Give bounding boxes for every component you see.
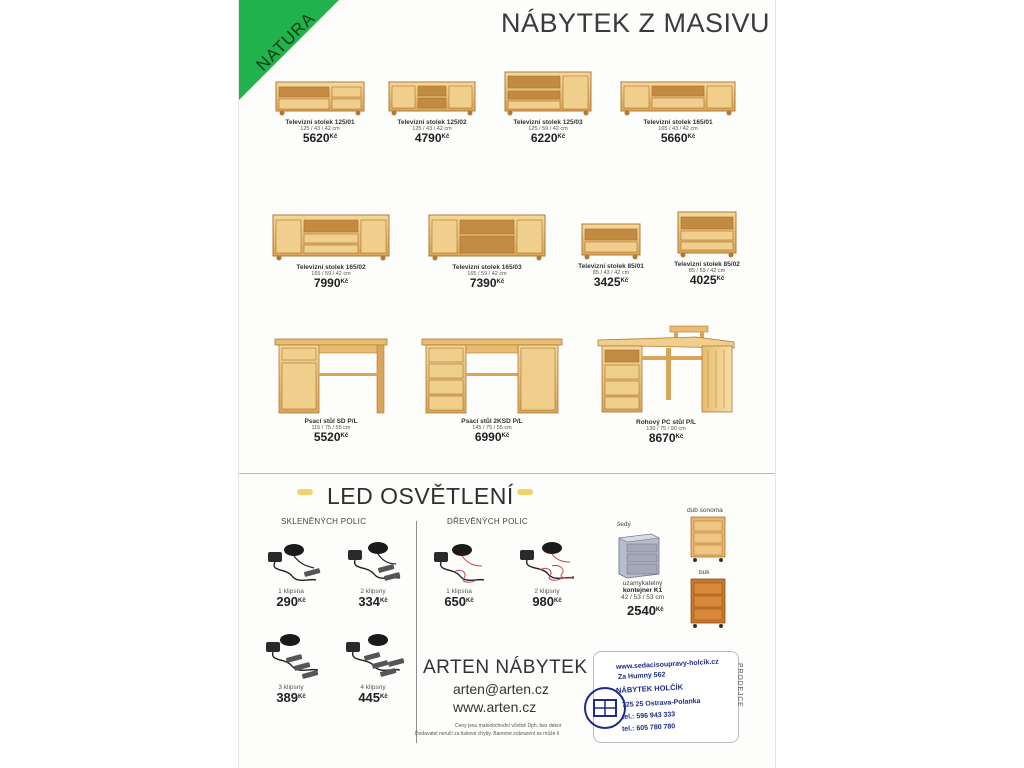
corner-pc-desk-image	[596, 324, 736, 416]
tv-stand-165-01-image	[619, 80, 737, 116]
container-price: $2540^{Kč}$	[627, 603, 664, 618]
container-name: uzamykatelný kontejner K1 42 / 53 / 53 cm	[621, 580, 664, 601]
led-set-wood-2	[505, 538, 589, 609]
product-price: $4025^{Kč}$	[689, 273, 725, 287]
led-bulb-icon	[297, 489, 313, 495]
product-name: Televizní stolek 125/02	[397, 119, 467, 126]
product-name: Televizní stolek 125/03	[513, 119, 583, 126]
stamp-url: www.sedacisoupravy-holcik.cz	[615, 658, 719, 671]
product-tv-stand-165-01	[617, 80, 739, 145]
product-tv-stand-85-01	[575, 222, 647, 289]
led-price: $650^{Kč}$	[444, 594, 474, 609]
tv-stand-125-03-image	[503, 70, 593, 116]
led-price: $445^{Kč}$	[358, 690, 388, 705]
dealer-stamp	[593, 651, 739, 743]
led-cable-icon	[338, 630, 408, 682]
product-desk-2ksd	[417, 337, 567, 444]
stamp-logo-text: NÁBYTEK HOLČÍK	[615, 682, 684, 695]
fine-print-prices: Ceny jsou maloobchodní včetně Dph, bez dekor	[455, 723, 562, 729]
product-name: Televizní stolek 165/01	[643, 119, 713, 126]
product-price: $3425^{Kč}$	[593, 275, 629, 289]
product-dims: 85 / 43 / 42 cm	[592, 270, 630, 276]
glass-shelves-heading: SKLENĚNÝCH POLIC	[281, 517, 367, 526]
led-set-glass-4	[331, 630, 415, 705]
tv-stand-85-02-image	[676, 210, 738, 258]
tv-stand-165-03-image	[427, 213, 547, 261]
led-price: $980^{Kč}$	[532, 594, 562, 609]
product-tv-stand-85-02	[667, 210, 747, 287]
container-grey-image	[615, 530, 663, 580]
stamp-city: 725 25 Ostrava-Polanka	[621, 697, 701, 709]
product-price: $5660^{Kč}$	[660, 131, 696, 145]
tv-stand-165-02-image	[271, 213, 391, 261]
product-name: Televizní stolek 165/03	[452, 264, 522, 271]
product-price: $5620^{Kč}$	[302, 131, 338, 145]
led-bulb-icon	[517, 489, 533, 495]
led-set-glass-2	[331, 538, 415, 609]
product-name: Televizní stolek 125/01	[285, 119, 355, 126]
product-dims: 165 / 43 / 42 cm	[658, 126, 698, 132]
led-price: $290^{Kč}$	[276, 594, 306, 609]
led-qty: 4 klipsny	[360, 684, 386, 691]
led-cable-icon	[512, 538, 582, 586]
brand-web[interactable]: www.arten.cz	[453, 699, 537, 715]
product-dims: 85 / 59 / 42 cm	[688, 268, 726, 274]
product-corner-pc-desk	[591, 324, 741, 445]
product-dims: 125 / 59 / 42 cm	[528, 126, 568, 132]
container-color-grey: šedý	[617, 521, 631, 528]
led-qty: 2 klipsny	[360, 588, 386, 595]
fine-print-disclaimer: Dodavatel neručí za tiskové chyby. Barevné zobrazení se může li	[415, 731, 560, 737]
container-color-oak: dub sonoma	[687, 507, 723, 514]
product-name: Televizní stolek 85/02	[674, 261, 740, 268]
product-dims: 125 / 43 / 42 cm	[412, 126, 452, 132]
desk-sd-image	[273, 337, 389, 415]
product-price: $5520^{Kč}$	[313, 430, 349, 444]
product-tv-stand-125-03	[501, 70, 595, 145]
led-qty: 3 klipsny	[278, 684, 304, 691]
stamp-tel: tel.: 596 943 333	[621, 711, 676, 721]
led-price: $389^{Kč}$	[276, 690, 306, 705]
product-name: Psací stůl 2KSD P/L	[461, 418, 523, 425]
brand-name: ARTEN NÁBYTEK	[423, 657, 588, 678]
product-price: $8670^{Kč}$	[648, 431, 684, 445]
product-price: $6220^{Kč}$	[530, 131, 566, 145]
product-tv-stand-125-02	[383, 80, 481, 145]
stamp-street: Za Humny 562	[617, 671, 666, 681]
page-title: NÁBYTEK Z MASIVU	[501, 8, 771, 38]
led-qty: 1 klipsna	[278, 588, 304, 595]
product-tv-stand-165-02	[269, 213, 393, 290]
product-dims: 165 / 59 / 42 cm	[311, 271, 351, 277]
product-dims: 130 / 75 / 90 cm	[646, 426, 686, 432]
product-name: Rohový PC stůl P/L	[636, 419, 696, 426]
led-cable-icon	[338, 538, 408, 586]
product-price: $4790^{Kč}$	[414, 131, 450, 145]
stamp-mobile: tel.: 605 780 780	[621, 723, 676, 733]
container-color-beech: buk	[699, 569, 710, 576]
producer-label: PRODEJCE	[736, 663, 743, 708]
product-dims: 145 / 75 / 55 cm	[472, 425, 512, 431]
led-set-wood-1	[417, 538, 501, 609]
container-oak-image	[689, 515, 727, 563]
product-tv-stand-125-01	[269, 80, 371, 145]
container-beech-image	[689, 577, 727, 629]
product-dims: 125 / 43 / 42 cm	[300, 126, 340, 132]
led-set-glass-1	[249, 538, 333, 609]
product-price: $7390^{Kč}$	[469, 276, 505, 290]
led-cable-icon	[424, 538, 494, 586]
led-cable-icon	[256, 630, 326, 682]
product-tv-stand-165-03	[425, 213, 549, 290]
led-title: LED OSVĚTLENÍ	[327, 483, 514, 509]
product-desk-sd	[269, 337, 393, 444]
led-set-glass-3	[249, 630, 333, 705]
led-qty: 2 klipsny	[534, 588, 560, 595]
product-price: $7990^{Kč}$	[313, 276, 349, 290]
tv-stand-125-02-image	[387, 80, 477, 116]
catalog-page	[238, 0, 776, 768]
natura-badge: NATURA	[252, 8, 319, 75]
wood-shelves-heading: DŘEVĚNÝCH POLIC	[447, 517, 528, 526]
tv-stand-125-01-image	[274, 80, 366, 116]
product-price: $6990^{Kč}$	[474, 430, 510, 444]
desk-2ksd-image	[420, 337, 564, 415]
tv-stand-85-01-image	[580, 222, 642, 260]
led-price: $334^{Kč}$	[358, 594, 388, 609]
product-name: Televizní stolek 165/02	[296, 264, 366, 271]
led-cable-icon	[256, 538, 326, 586]
brand-email[interactable]: arten@arten.cz	[453, 681, 549, 697]
led-qty: 1 klipsna	[446, 588, 472, 595]
product-name: Psací stůl SD P/L	[304, 418, 358, 425]
product-dims: 165 / 59 / 42 cm	[467, 271, 507, 277]
section-divider	[239, 473, 775, 474]
product-dims: 115 / 75 / 55 cm	[311, 425, 351, 431]
product-name: Televizní stolek 85/01	[578, 263, 644, 270]
